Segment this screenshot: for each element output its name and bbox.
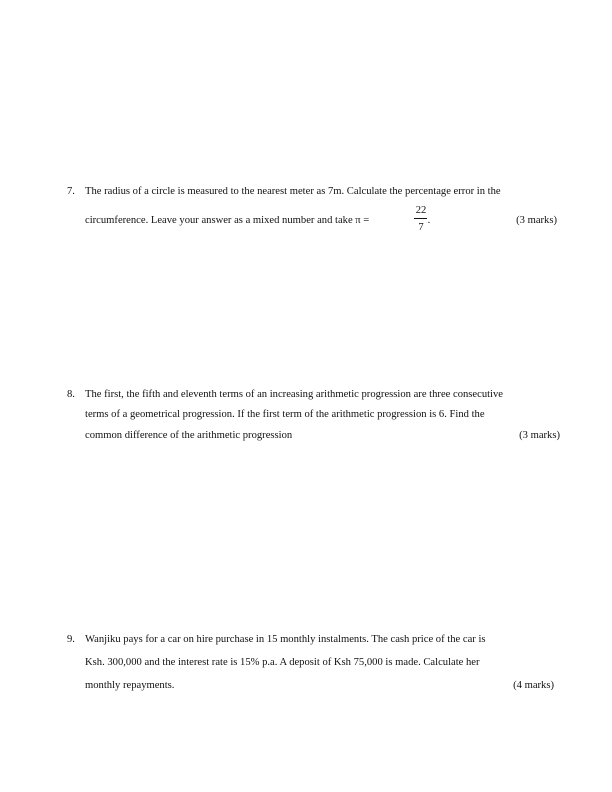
fraction-denominator: 7 bbox=[418, 222, 424, 233]
fraction-numerator: 22 bbox=[415, 205, 427, 216]
question-text-line: circumference. Leave your answer as a mixed number and take π = bbox=[85, 215, 370, 226]
question-text-line: terms of a geometrical progression. If the first term of the arithmetic progression is 6. Find the bbox=[85, 409, 485, 420]
marks-label: (3 marks) bbox=[519, 430, 560, 441]
question-number: 9. bbox=[67, 634, 75, 645]
marks-label: (3 marks) bbox=[516, 215, 557, 226]
fraction-period: . bbox=[427, 215, 431, 226]
marks-label: (4 marks) bbox=[513, 680, 554, 691]
question-text-line: monthly repayments. bbox=[85, 680, 175, 691]
question-text-line: The first, the fifth and eleventh terms of an increasing arithmetic progression are three consecutive bbox=[85, 389, 503, 400]
question-text-line: common difference of the arithmetic progression bbox=[85, 430, 293, 441]
question-text-line: Wanjiku pays for a car on hire purchase in 15 monthly instalments. The cash price of the car is bbox=[85, 634, 486, 645]
question-text-line: Ksh. 300,000 and the interest rate is 15% p.a. A deposit of Ksh 75,000 is made. Calculate her bbox=[85, 657, 480, 668]
question-number: 8. bbox=[67, 389, 75, 400]
question-number: 7. bbox=[67, 186, 75, 197]
question-text-line: The radius of a circle is measured to the nearest meter as 7m. Calculate the percentage error in the bbox=[85, 186, 501, 197]
